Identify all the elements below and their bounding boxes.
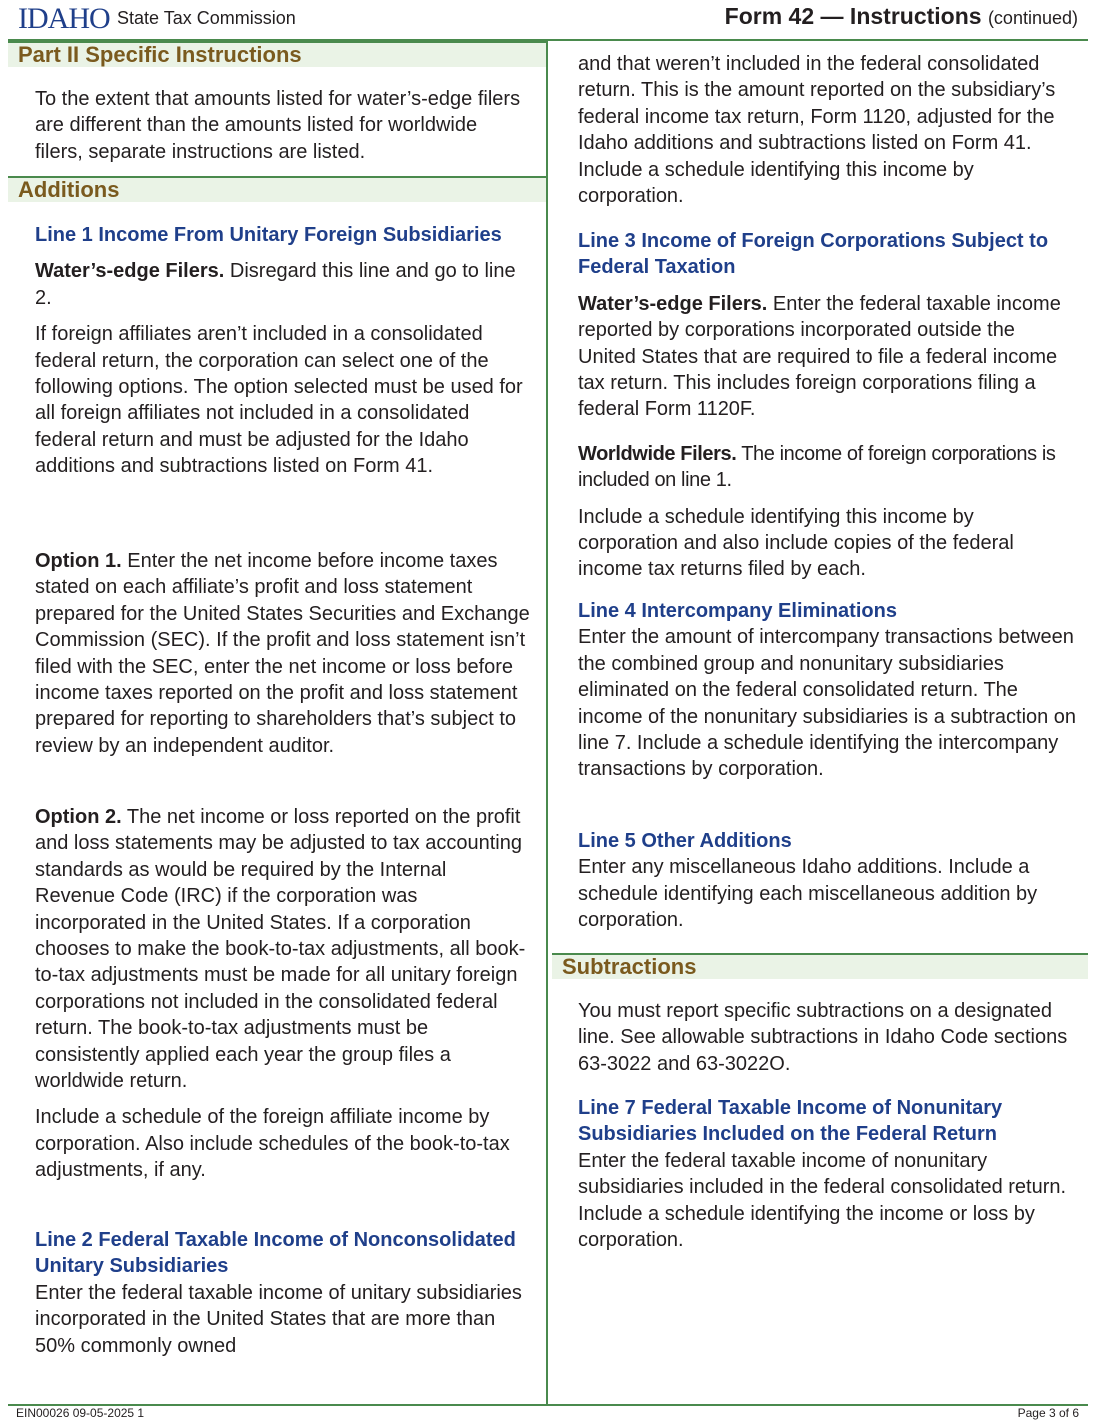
line4-text: Enter the amount of intercompany transactions between the combined group and nonunitary subsidiaries eliminated on the federal consolidated return. The income of the nonunitary subsidiaries is a subtraction on line 7. Include a schedule identifying the intercompany transactions by corporation. <box>578 626 1077 781</box>
option2-label: Option 2. <box>35 806 122 828</box>
form-title <box>725 3 1078 30</box>
line1-we-text: Disregard this line and go to line 2. <box>35 260 516 309</box>
subtractions-intro-block <box>578 998 1083 1077</box>
footer-page-number: Page 3 of 6 <box>1017 1406 1079 1420</box>
line5-heading: Line 5 Other Additions <box>578 830 792 852</box>
line5-block <box>578 828 1078 934</box>
line3-waters-edge <box>578 291 1078 423</box>
section-band-part2 <box>8 41 546 67</box>
line3-worldwide <box>578 441 1078 494</box>
column-divider <box>546 41 548 1406</box>
agency-name: State Tax Commission <box>117 8 296 28</box>
continued-label: (continued) <box>987 8 1078 28</box>
line3-schedule: Include a schedule identifying this income by corporation and also include copies of the federal income tax returns filed by each. <box>578 505 1014 581</box>
line4-heading: Line 4 Intercompany Eliminations <box>578 600 897 622</box>
schedule-paragraph: Include a schedule of the foreign affiliate income by corporation. Also include schedules of the book-to-tax adjustments, if any. <box>35 1106 510 1182</box>
option2-text: The net income or loss reported on the profit and loss statements may be adjusted to tax accounting standards as would be required by the Internal Revenue Code (IRC) if the corporation was incorporated in the United States. If a corporation chooses to make the book-to-tax adjustments, all book-to-tax adjustments must be made for all unitary foreign corporations not included in the consolidated federal return. The book-to-tax adjustments must be consistently applied each year the group files a worldwide return. <box>35 806 526 1093</box>
option1-block <box>35 548 530 759</box>
line3-ww-text: The income of foreign corporations is included on line 1. <box>578 442 1056 492</box>
idaho-logo: IDAHO <box>18 2 110 35</box>
line1-options-intro: If foreign affiliates aren’t included in a consolidated federal return, the corporation can select one of the following options. The option selected must be used for all foreign affiliates not included in a consolidated federal return and must be adjusted for the Idaho additions and subtractions listed on Form 41. <box>35 323 523 478</box>
option2-paragraph <box>35 804 530 1094</box>
section-title-part2: Part II Specific Instructions <box>18 42 302 67</box>
page-header <box>0 0 1099 40</box>
line3-ww-label: Worldwide Filers. <box>578 442 737 465</box>
line3-heading: Line 3 Income of Foreign Corporations Subject to Federal Taxation <box>578 230 1049 279</box>
intro-text: To the extent that amounts listed for water’s-edge filers are different than the amounts listed for worldwide filers, separate instructions are listed. <box>35 88 521 163</box>
line2-block <box>35 1227 530 1359</box>
line7-heading: Line 7 Federal Taxable Income of Nonunitary Subsidiaries Included on the Federal Return <box>578 1097 1003 1146</box>
section-band-additions <box>8 176 546 202</box>
section-title-additions: Additions <box>18 177 120 202</box>
footer-rule <box>8 1404 1088 1406</box>
option2-block <box>35 804 530 1184</box>
line5-text: Enter any miscellaneous Idaho additions. Include a schedule identifying each miscellaneous addition by corporation. <box>578 856 1038 932</box>
subtractions-intro: You must report specific subtractions on a designated line. See allowable subtractions in Idaho Code sections 63-3022 and 63-3022O. <box>578 1000 1068 1075</box>
line7-text: Enter the federal taxable income of nonunitary subsidiaries included in the federal consolidated return. Include a schedule identifying the income or loss by corporation. <box>578 1149 1067 1252</box>
line3-block <box>578 228 1078 583</box>
section-band-subtractions <box>552 953 1088 979</box>
line4-block <box>578 598 1078 783</box>
option1-label: Option 1. <box>35 550 122 572</box>
footer-form-id: EIN00026 09-05-2025 1 <box>16 1406 145 1420</box>
line7-block <box>578 1095 1078 1253</box>
line2-heading: Line 2 Federal Taxable Income of Nonconsolidated Unitary Subsidiaries <box>35 1229 516 1278</box>
line1-waters-edge <box>35 258 530 311</box>
form-title-text: Form 42 — Instructions <box>724 3 982 29</box>
section-title-subtractions: Subtractions <box>562 954 697 979</box>
option1-text: Enter the net income before income taxes stated on each affiliate’s profit and loss statement prepared for the United States Securities and Exchange Commission (SEC). If the profit and loss statement isn’t filed with the SEC, enter the net income or loss before income taxes reported on the profit and loss statement prepared for reporting to shareholders that’s subject to review by an independent auditor. <box>35 550 530 757</box>
line2-continued-text: and that weren’t included in the federal consolidated return. This is the amount reported on the subsidiary’s federal income tax return, Form 1120, adjusted for the Idaho additions and subtractions listed on Form 41. Include a schedule identifying this income by corporation. <box>578 53 1056 208</box>
line2-text: Enter the federal taxable income of unitary subsidiaries incorporated in the United States that are more than 50% commonly owned <box>35 1281 522 1357</box>
intro-paragraph <box>35 86 530 165</box>
line1-heading: Line 1 Income From Unitary Foreign Subsidiaries <box>35 224 502 246</box>
option1-paragraph <box>35 548 530 759</box>
line2-continued-block <box>578 51 1078 209</box>
line1-we-label: Water’s-edge Filers. <box>35 260 225 283</box>
line3-we-text: Enter the federal taxable income reported by corporations incorporated outside the United States that are required to file a federal income tax return. This includes foreign corporations filing a federal Form 1120F. <box>578 292 1061 421</box>
line3-we-label: Water’s-edge Filers. <box>578 292 768 315</box>
line1-block <box>35 222 530 480</box>
